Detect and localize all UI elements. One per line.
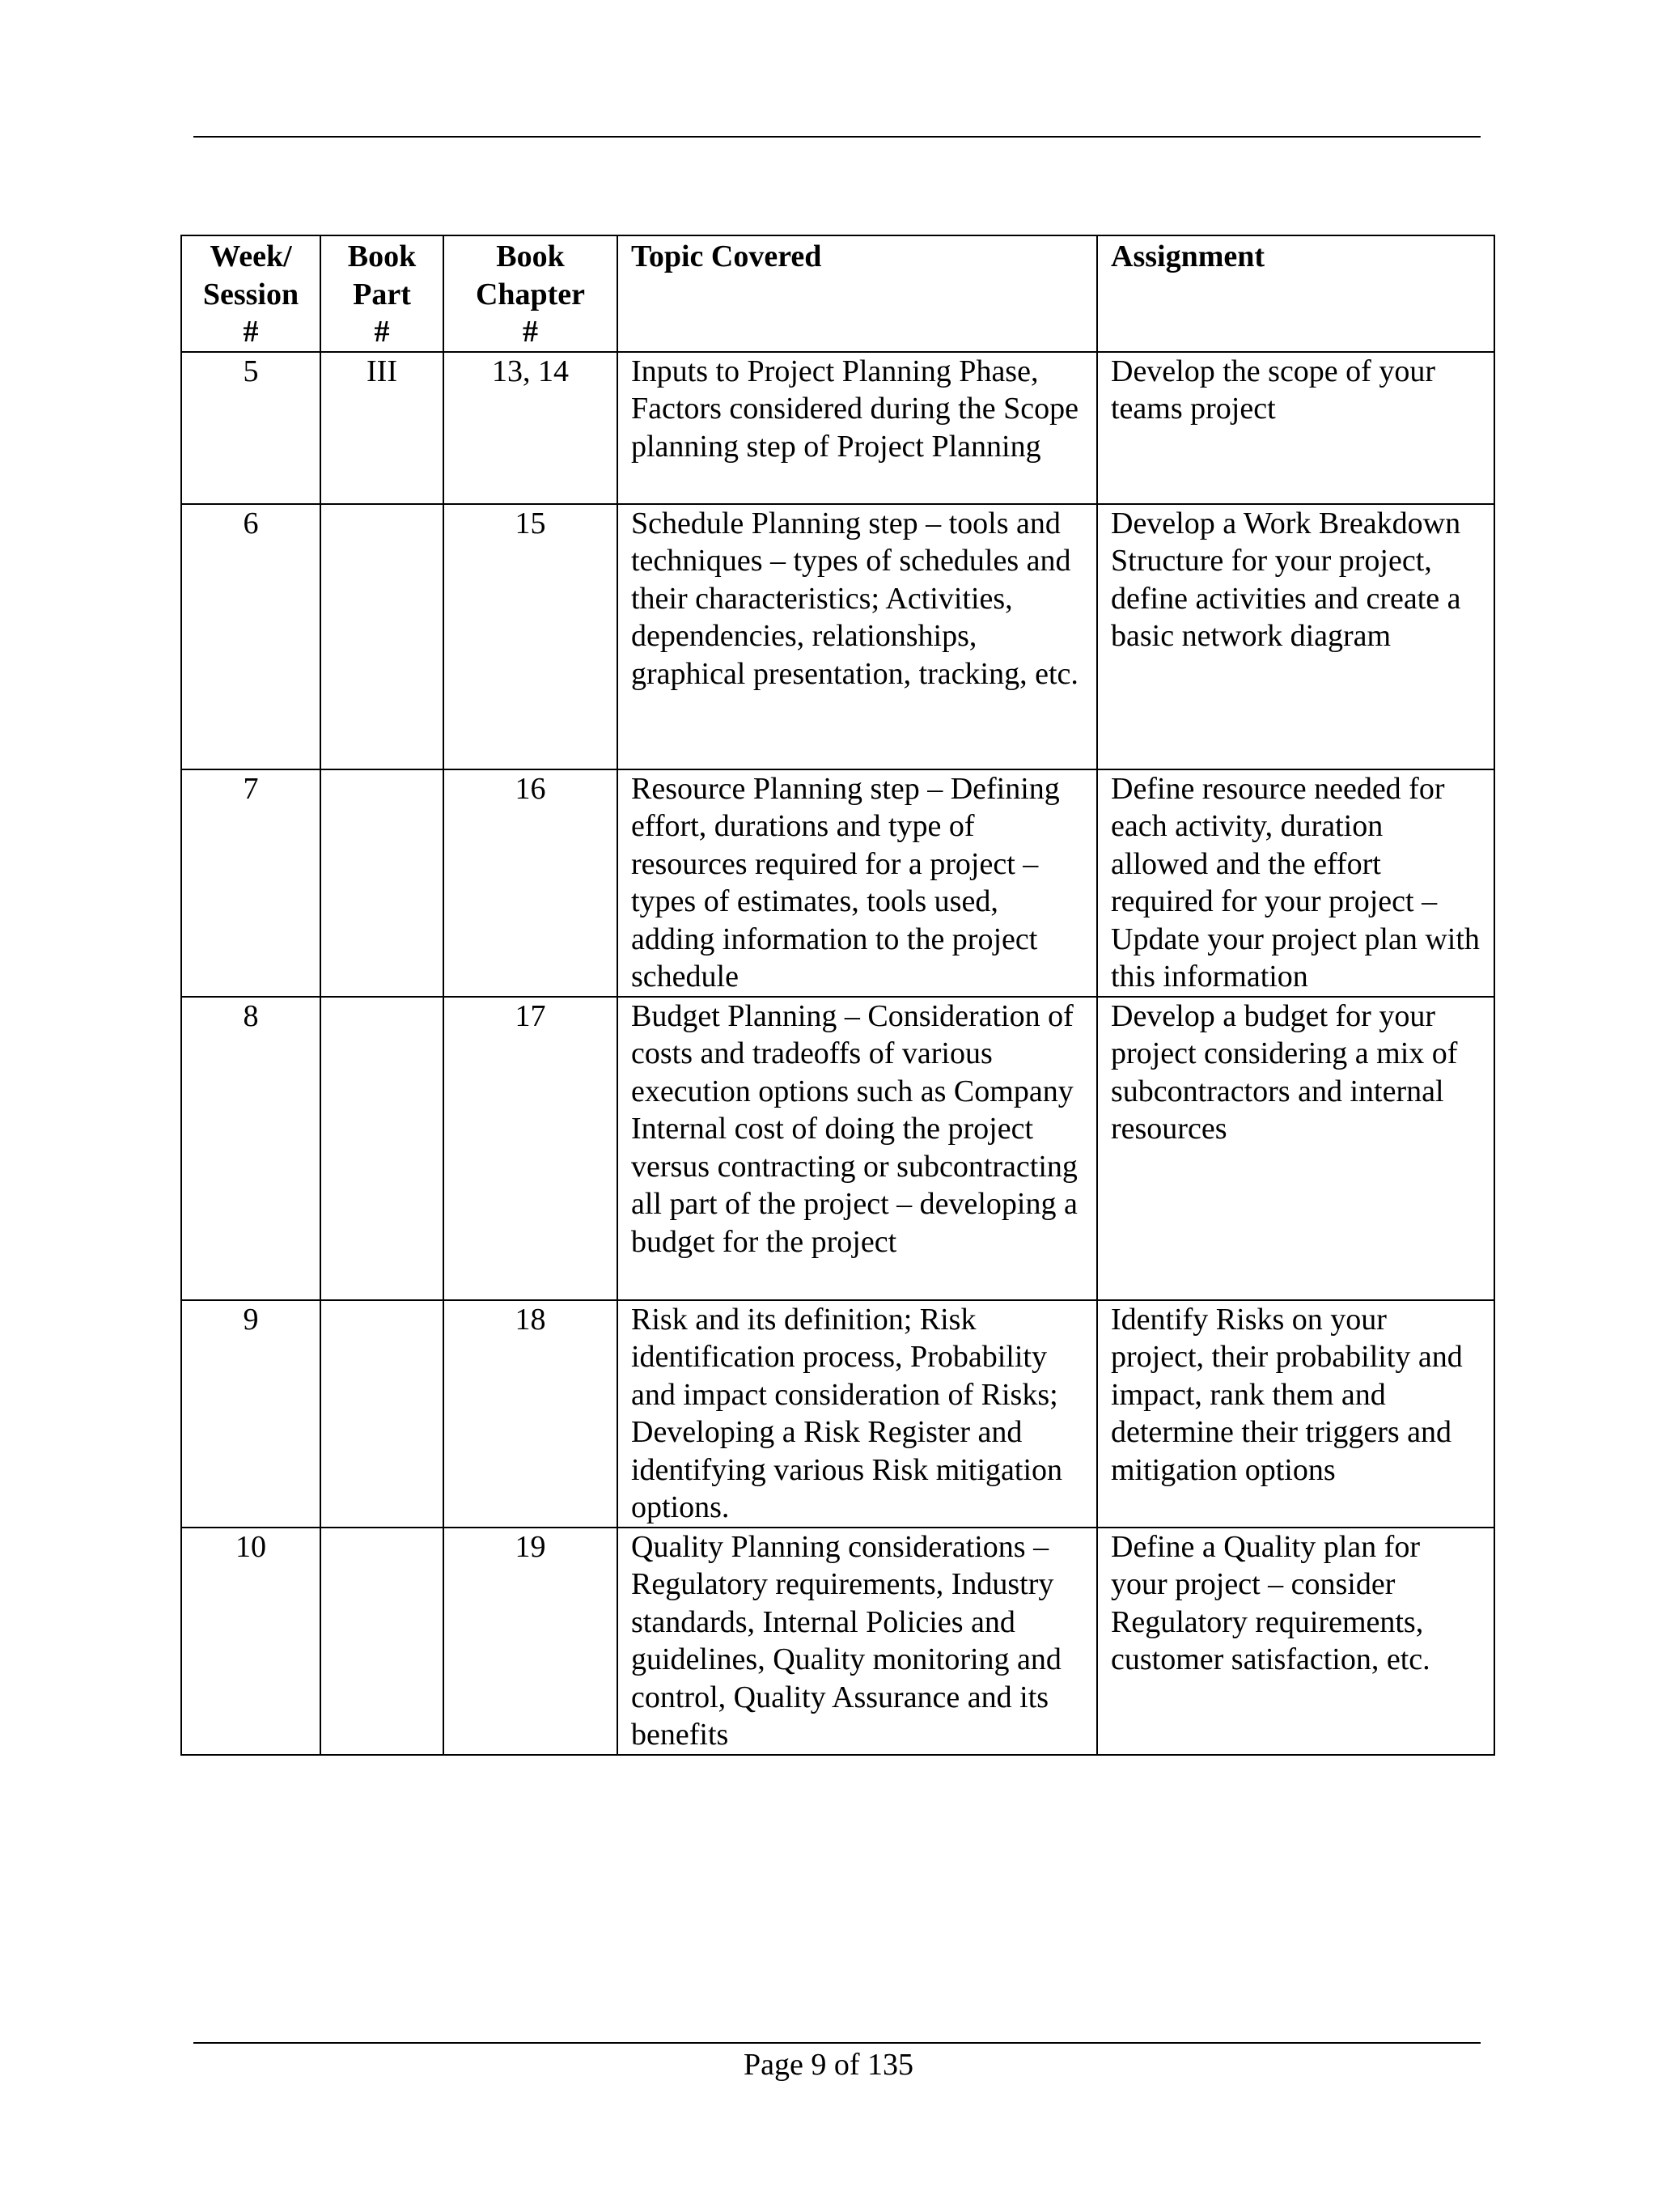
table-row (181, 997, 1494, 1300)
footer-rule (193, 2042, 1481, 2044)
topic-cell: Resource Planning step – Defining effort, durations and type of resources required for a project – types of estimates, tools used, adding information to the project schedule (617, 769, 1097, 997)
assignment-cell: Define resource needed for each activity, duration allowed and the effort required for your project – Update your project plan with this information (1097, 769, 1494, 997)
week-cell: 10 (181, 1528, 320, 1755)
assignment-cell: Develop a Work Breakdown Structure for your project, define activities and create a basic network diagram (1097, 504, 1494, 769)
week-cell: 8 (181, 997, 320, 1300)
chapter-cell: 15 (443, 504, 617, 769)
page-number: Page 9 of 135 (743, 2048, 914, 2082)
assignment-cell: Define a Quality plan for your project – consider Regulatory requirements, customer satisfaction, etc. (1097, 1528, 1494, 1755)
chapter-cell: 18 (443, 1300, 617, 1528)
chapter-cell: 17 (443, 997, 617, 1300)
table-row (181, 769, 1494, 997)
header-book-chapter: Book Chapter # (443, 235, 617, 352)
week-cell: 5 (181, 352, 320, 504)
part-cell (320, 1300, 443, 1528)
table-row (181, 504, 1494, 769)
chapter-cell: 19 (443, 1528, 617, 1755)
topic-cell: Quality Planning considerations – Regulatory requirements, Industry standards, Internal Policies and guidelines, Quality monitoring and control, Quality Assurance and its benefits (617, 1528, 1097, 1755)
part-cell (320, 997, 443, 1300)
chapter-cell: 13, 14 (443, 352, 617, 504)
topic-cell: Schedule Planning step – tools and techniques – types of schedules and their characteristics; Activities, dependencies, relationships, graphical presentation, tracking, etc. (617, 504, 1097, 769)
table-header-row (181, 235, 1494, 352)
part-cell (320, 769, 443, 997)
topic-cell: Budget Planning – Consideration of costs and tradeoffs of various execution options such as Company Internal cost of doing the project versus contracting or subcontracting all part of the project – developing a budget for the project (617, 997, 1097, 1300)
table-row (181, 352, 1494, 504)
part-cell (320, 504, 443, 769)
chapter-cell: 16 (443, 769, 617, 997)
header-rule (193, 136, 1481, 138)
header-topic-covered: Topic Covered (617, 235, 1097, 352)
assignment-cell: Identify Risks on your project, their probability and impact, rank them and determine their triggers and mitigation options (1097, 1300, 1494, 1528)
assignment-cell: Develop the scope of your teams project (1097, 352, 1494, 504)
topic-cell: Risk and its definition; Risk identification process, Probability and impact consideration of Risks; Developing a Risk Register and identifying various Risk mitigation options. (617, 1300, 1097, 1528)
course-schedule-table (180, 235, 1495, 1756)
header-book-part: Book Part # (320, 235, 443, 352)
assignment-cell: Develop a budget for your project considering a mix of subcontractors and internal resources (1097, 997, 1494, 1300)
topic-cell: Inputs to Project Planning Phase, Factors considered during the Scope planning step of Project Planning (617, 352, 1097, 504)
week-cell: 9 (181, 1300, 320, 1528)
table-row (181, 1528, 1494, 1755)
header-week-session: Week/ Session # (181, 235, 320, 352)
table-row (181, 1300, 1494, 1528)
week-cell: 7 (181, 769, 320, 997)
part-cell (320, 1528, 443, 1755)
week-cell: 6 (181, 504, 320, 769)
header-assignment: Assignment (1097, 235, 1494, 352)
part-cell: III (320, 352, 443, 504)
